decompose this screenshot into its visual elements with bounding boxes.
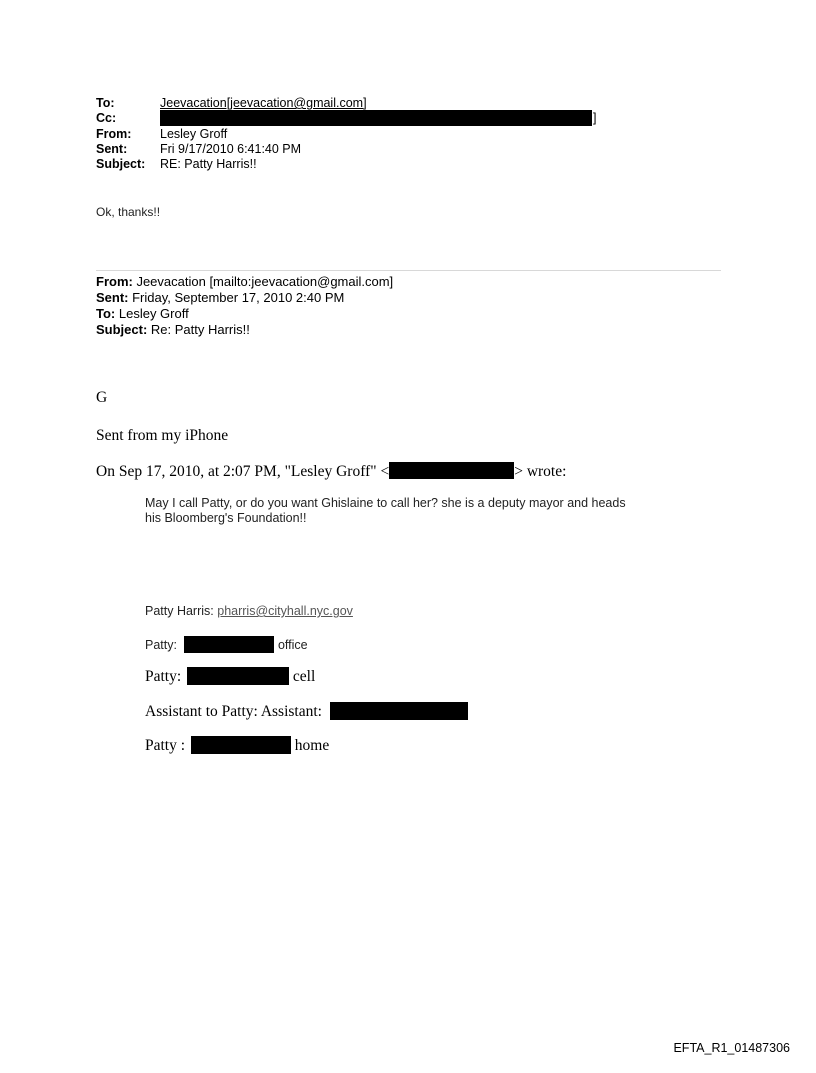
subject-value: RE: Patty Harris!! [160,157,257,171]
wrote-line [96,462,566,481]
cc-label: Cc: [96,111,117,125]
cell-label: Patty: [145,668,182,685]
home-line [145,736,329,755]
forwarded-header [96,274,393,338]
cell-line [145,667,315,686]
document-id: EFTA_R1_01487306 [673,1041,790,1055]
cc-redaction [160,110,592,126]
fwd-subject-line [96,322,393,338]
quoted-line-2: his Bloomberg's Foundation!! [145,511,307,525]
fwd-sent-line [96,290,393,306]
cell-suffix: cell [292,668,316,685]
office-label: Patty: [145,638,177,652]
fwd-to-label: To: [96,306,116,321]
fwd-from-value[interactable]: Jeevacation [mailto:jeevacation@gmail.com] [132,274,394,289]
to-label: To: [96,96,115,110]
sent-label: Sent: [96,142,128,156]
divider [96,270,721,271]
contact-prefix: Patty Harris: [145,604,218,618]
fwd-sent-value: Friday, September 17, 2010 2:40 PM [128,290,345,305]
quoted-line-1: May I call Patty, or do you want Ghislaine to call her? she is a deputy mayor and heads [145,496,626,510]
subject-label: Subject: [96,157,146,171]
contact-line [145,604,353,619]
from-label: From: [96,127,132,141]
reply-body: Ok, thanks!! [96,205,161,219]
message-signature: Sent from my iPhone [96,427,229,444]
office-line [145,636,308,653]
from-value: Lesley Groff [160,127,228,141]
to-value[interactable]: Jeevacation[jeevacation@gmail.com] [160,96,367,110]
home-label: Patty : [145,737,186,754]
contact-email-link[interactable]: pharris@cityhall.nyc.gov [217,604,353,618]
message-initial: G [96,389,108,406]
email-redaction [389,462,514,479]
fwd-subject-label: Subject: [96,322,148,337]
cell-phone-redaction [187,667,289,685]
fwd-sent-label: Sent: [96,290,129,305]
assistant-redaction [330,702,468,720]
assistant-line [145,702,468,721]
assistant-label: Assistant to Patty: Assistant: [145,703,322,720]
sent-value: Fri 9/17/2010 6:41:40 PM [160,142,302,156]
home-phone-redaction [191,736,291,754]
fwd-from-label: From: [96,274,133,289]
cc-trailing: ] [593,111,597,125]
office-phone-redaction [184,636,274,653]
wrote-suffix: > wrote: [514,463,567,480]
wrote-prefix: On Sep 17, 2010, at 2:07 PM, "Lesley Groff" < [96,463,390,480]
fwd-to-line [96,306,393,322]
fwd-to-value: Lesley Groff [115,306,189,321]
fwd-from-line [96,274,393,290]
home-suffix: home [294,737,330,754]
fwd-subject-value: Re: Patty Harris!! [147,322,250,337]
office-suffix: office [277,638,308,652]
